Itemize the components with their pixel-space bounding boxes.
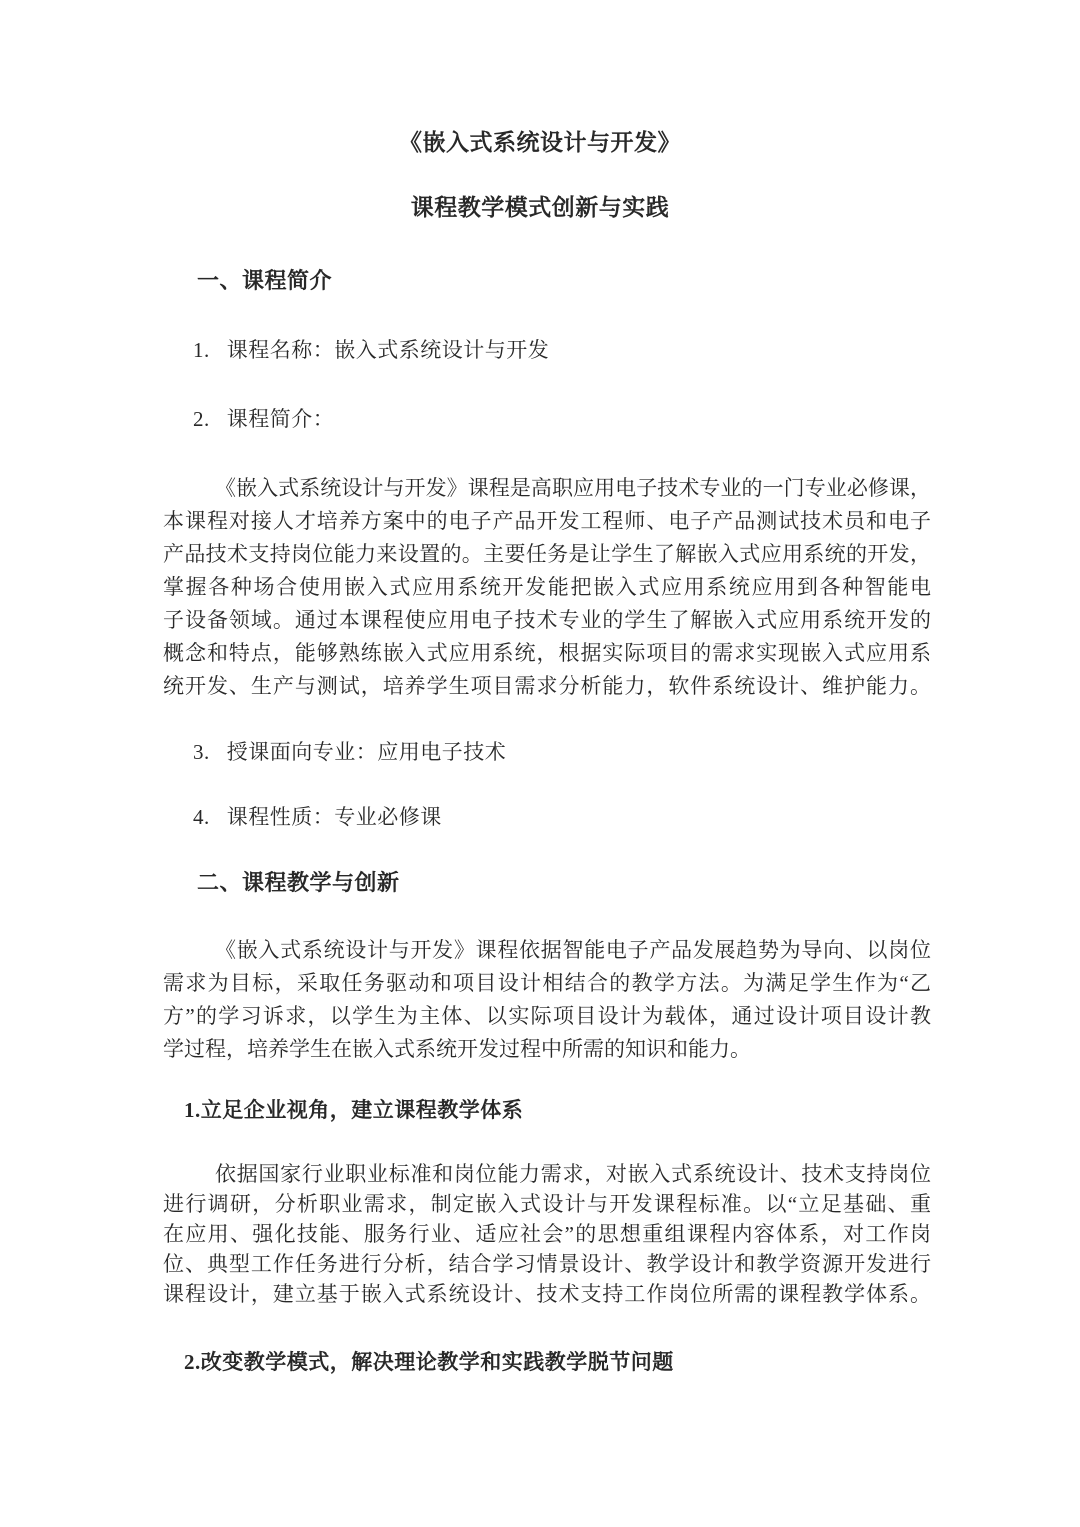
doc-title: 《嵌入式系统设计与开发》 (399, 130, 681, 155)
teaching-paragraph (163, 934, 931, 1066)
paragraph-line: 方”的学习诉求，以学生为主体、以实际项目设计为载体，通过设计项目设计教 (163, 1004, 931, 1028)
subheading-enterprise-view: 1.立足企业视角，建立课程教学体系 (184, 1098, 524, 1122)
intro-item-target-major (193, 739, 506, 765)
paragraph-line: 本课程对接人才培养方案中的电子产品开发工程师、电子产品测试技术员和电子 (163, 509, 931, 533)
item-number: 3. (193, 740, 210, 764)
enterprise-view-paragraph (163, 1159, 931, 1309)
intro-item-course-brief (193, 406, 334, 432)
item-text: 课程性质：专业必修课 (226, 805, 442, 829)
intro-item-course-type (193, 804, 442, 830)
item-number: 4. (193, 805, 210, 829)
paragraph-line: 需求为目标，采取任务驱动和项目设计相结合的教学方法。为满足学生作为“乙 (163, 971, 931, 995)
item-text: 授课面向专业：应用电子技术 (226, 740, 507, 764)
paragraph-line: 学过程，培养学生在嵌入式系统开发过程中所需的知识和能力。 (163, 1037, 751, 1061)
subheading-teaching-mode-change: 2.改变教学模式，解决理论教学和实践教学脱节问题 (184, 1350, 674, 1374)
item-text: 课程名称：嵌入式系统设计与开发 (226, 338, 550, 362)
section-teaching-heading: 二、课程教学与创新 (197, 870, 400, 895)
paragraph-line: 位、典型工作任务进行分析，结合学习情景设计、教学设计和教学资源开发进行 (163, 1252, 931, 1276)
paragraph-line: 产品技术支持岗位能力来设置的。主要任务是让学生了解嵌入式应用系统的开发， (163, 542, 931, 566)
item-number: 1. (193, 338, 210, 362)
paragraph-line: 概念和特点，能够熟练嵌入式应用系统，根据实际项目的需求实现嵌入式应用系 (163, 641, 931, 665)
section-intro-heading: 一、课程简介 (197, 268, 333, 293)
paragraph-line: 子设备领域。通过本课程使应用电子技术专业的学生了解嵌入式应用系统开发的 (163, 608, 931, 632)
paragraph-line: 掌握各种场合使用嵌入式应用系统开发能把嵌入式应用系统应用到各种智能电 (163, 575, 931, 599)
intro-item-course-name (193, 337, 549, 363)
paragraph-line: 依据国家行业职业标准和岗位能力需求，对嵌入式系统设计、技术支持岗位 (215, 1162, 931, 1186)
paragraph-line: 在应用、强化技能、服务行业、适应社会”的思想重组课程内容体系，对工作岗 (163, 1222, 931, 1246)
item-number: 2. (193, 407, 210, 431)
intro-paragraph (163, 472, 931, 703)
paragraph-line: 进行调研，分析职业需求，制定嵌入式设计与开发课程标准。以“立足基础、重 (163, 1192, 931, 1216)
paragraph-line: 课程设计，建立基于嵌入式系统设计、技术支持工作岗位所需的课程教学体系。 (163, 1282, 931, 1306)
paragraph-line: 统开发、生产与测试，培养学生项目需求分析能力，软件系统设计、维护能力。 (163, 674, 931, 698)
doc-subtitle: 课程教学模式创新与实践 (410, 195, 670, 220)
paragraph-line: 《嵌入式系统设计与开发》课程是高职应用电子技术专业的一门专业必修课， (215, 476, 931, 500)
paragraph-line: 《嵌入式系统设计与开发》课程依据智能电子产品发展趋势为导向、以岗位 (215, 938, 931, 962)
item-text: 课程简介： (226, 407, 335, 431)
